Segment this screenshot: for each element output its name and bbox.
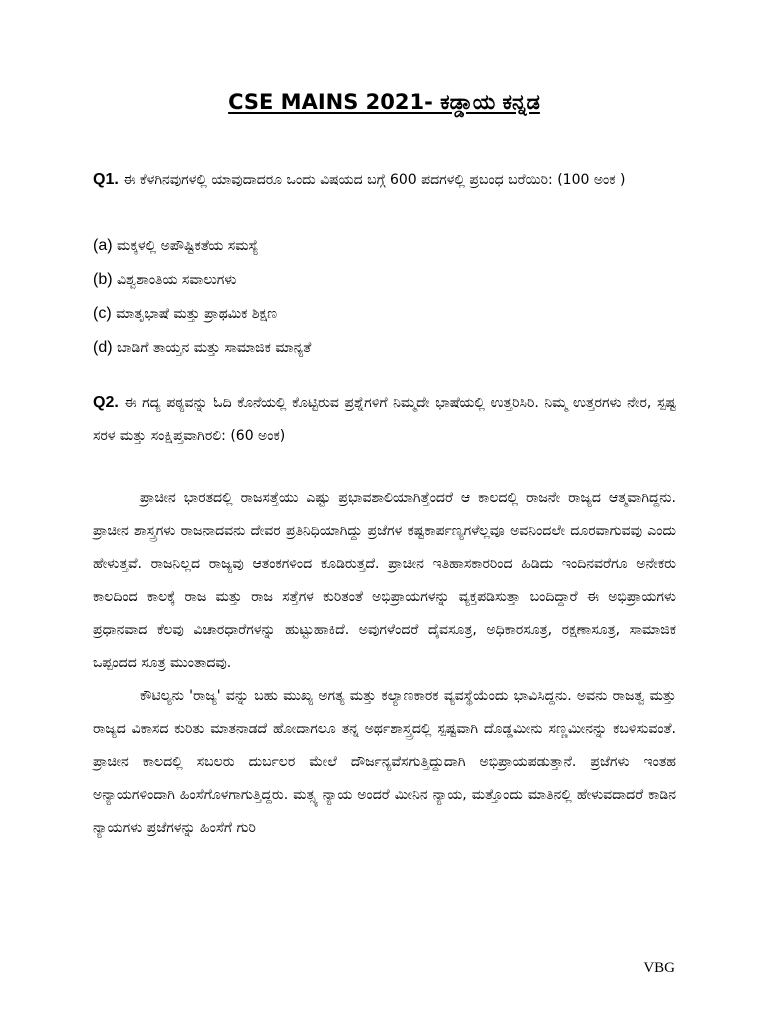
option-c-text: ಮಾತೃಭಾಷೆ ಮತ್ತು ಪ್ರಾಥಮಿಕ ಶಿಕ್ಷಣ <box>116 306 278 322</box>
question-1-number: Q1. <box>93 171 119 188</box>
passage <box>93 482 676 845</box>
footer-initials: VBG <box>643 960 675 976</box>
page-title: CSE MAINS 2021- ಕಡ್ಡಾಯ ಕನ್ನಡ <box>228 90 540 114</box>
question-1 <box>93 163 676 197</box>
question-1-options <box>93 229 676 365</box>
option-a-text: ಮಕ್ಕಳಲ್ಲಿ ಅಪೌಷ್ಟಿಕತೆಯ ಸಮಸ್ಯೆ <box>117 238 259 254</box>
option-b <box>93 263 676 297</box>
question-2-number: Q2. <box>93 394 119 411</box>
option-c-key: (c) <box>93 305 112 322</box>
option-d-text: ಬಾಡಿಗೆ ತಾಯ್ತನ ಮತ್ತು ಸಾಮಾಜಿಕ ಮಾನ್ಯತೆ <box>117 340 312 356</box>
passage-paragraph-1: ಪ್ರಾಚೀನ ಭಾರತದಲ್ಲಿ ರಾಜಸತ್ತೆಯು ಎಷ್ಟು ಪ್ರಭಾವಶಾಲಿಯಾಗಿತ್ತೆಂದರೆ ಆ ಕಾಲದಲ್ಲಿ ರಾಜನೇ ರಾಜ್ಯದ ಆತ್ಮವಾಗಿದ್ದನು. ಪ್ರಾಚೀನ ಶಾಸ್ತ್ರಗಳು ರಾಜನಾದವನು ದೇವರ ಪ್ರತಿನಿಧಿಯಾಗಿದ್ದು ಪ್ರಜೆಗಳ ಕಷ್ಟಕಾರ್ಪಣ್ಯಗಳೆಲ್ಲವೂ ಅವನಿಂದಲೇ ದೂರವಾಗುವವು ಎಂದು ಹೇಳುತ್ತವೆ. ರಾಜನಿಲ್ಲದ ರಾಜ್ಯವು ಆತಂಕಗಳಿಂದ ಕೂಡಿರುತ್ತದೆ. ಪ್ರಾಚೀನ ಇತಿಹಾಸಕಾರರಿಂದ ಹಿಡಿದು ಇಂದಿನವರೆಗೂ ಅನೇಕರು ಕಾಲದಿಂದ ಕಾಲಕ್ಕೆ ರಾಜ ಮತ್ತು ರಾಜ ಸತ್ತೆಗಳ ಕುರಿತಂತೆ ಅಭಿಪ್ರಾಯಗಳನ್ನು ವ್ಯಕ್ತಪಡಿಸುತ್ತಾ ಬಂದಿದ್ದಾರೆ ಈ ಅಭಿಪ್ರಾಯಗಳು ಪ್ರಧಾನವಾದ ಕೆಲವು ವಿಚಾರಧಾರೆಗಳನ್ನು ಹುಟ್ಟುಹಾಕಿದೆ. ಅವುಗಳೆಂದರೆ ದೈವಸೂತ್ರ, ಅಧಿಕಾರಸೂತ್ರ, ರಕ್ಷಣಾಸೂತ್ರ, ಸಾಮಾಜಿಕ ಒಪ್ಪಂದದ ಸೂತ್ರ ಮುಂತಾದವು. <box>93 490 676 671</box>
option-d <box>93 331 676 365</box>
option-b-key: (b) <box>93 271 113 288</box>
passage-paragraph-2: ಕೌಟಿಲ್ಯನು 'ರಾಜ್ಯ' ವನ್ನು ಬಹು ಮುಖ್ಯ ಅಗತ್ಯ ಮತ್ತು ಕಲ್ಯಾಣಕಾರಕ ವ್ಯವಸ್ಥೆಯೆಂದು ಭಾವಿಸಿದ್ದನು. ಅವನು ರಾಜತ್ವ ಮತ್ತು ರಾಜ್ಯದ ವಿಕಾಸದ ಕುರಿತು ಮಾತನಾಡದೆ ಹೋದಾಗಲೂ ತನ್ನ ಅರ್ಥಶಾಸ್ತ್ರದಲ್ಲಿ ಸ್ಪಷ್ಟವಾಗಿ ದೊಡ್ಡಮೀನು ಸಣ್ಣಮೀನನ್ನು ಕಬಳಿಸುವಂತೆ. ಪ್ರಾಚೀನ ಕಾಲದಲ್ಲಿ ಸಬಲರು ದುರ್ಬಲರ ಮೇಲೆ ದೌರ್ಜನ್ಯವೆಸಗುತ್ತಿದ್ದುದಾಗಿ ಅಭಿಪ್ರಾಯಪಡುತ್ತಾನೆ. ಪ್ರಜೆಗಳು ಇಂತಹ ಅನ್ಯಾಯಗಳಿಂದಾಗಿ ಹಿಂಸೆಗೊಳಗಾಗುತ್ತಿದ್ದರು. ಮತ್ಸ್ಯ ನ್ಯಾಯ ಅಂದರೆ ಮೀನಿನ ನ್ಯಾಯ, ಮತ್ತೊಂದು ಮಾತಿನಲ್ಲಿ ಹೇಳುವದಾದರೆ ಕಾಡಿನ ನ್ಯಾಯಗಳು ಪ್ರಜೆಗಳನ್ನು ಹಿಂಸೆಗೆ ಗುರಿ <box>93 688 676 836</box>
option-d-key: (d) <box>93 339 113 356</box>
option-a <box>93 229 676 263</box>
question-1-text: ಈ ಕೆಳಗಿನವುಗಳಲ್ಲಿ ಯಾವುದಾದರೂ ಒಂದು ವಿಷಯದ ಬಗ್ಗೆ 600 ಪದಗಳಲ್ಲಿ ಪ್ರಬಂಧ ಬರೆಯಿರಿ: (100 ಅಂಕ ) <box>123 172 626 188</box>
question-2-text: ಈ ಗದ್ಯ ಪಠ್ಯವನ್ನು ಓದಿ ಕೊನೆಯಲ್ಲಿ ಕೊಟ್ಟಿರುವ ಪ್ರಶ್ನೆಗಳಿಗೆ ನಿಮ್ಮದೇ ಭಾಷೆಯಲ್ಲಿ ಉತ್ತರಿಸಿರಿ. ನಿಮ್ಮ ಉತ್ತರಗಳು ನೇರ, ಸ್ಪಷ್ಟ ಸರಳ ಮತ್ತು ಸಂಕ್ಷಿಪ್ತವಾಗಿರಲಿ: (60 ಅಂಕ) <box>93 395 676 444</box>
option-a-key: (a) <box>93 237 113 254</box>
question-2 <box>93 386 676 453</box>
option-c <box>93 297 676 331</box>
option-b-text: ವಿಶ್ವಶಾಂತಿಯ ಸವಾಲುಗಳು <box>117 272 237 288</box>
